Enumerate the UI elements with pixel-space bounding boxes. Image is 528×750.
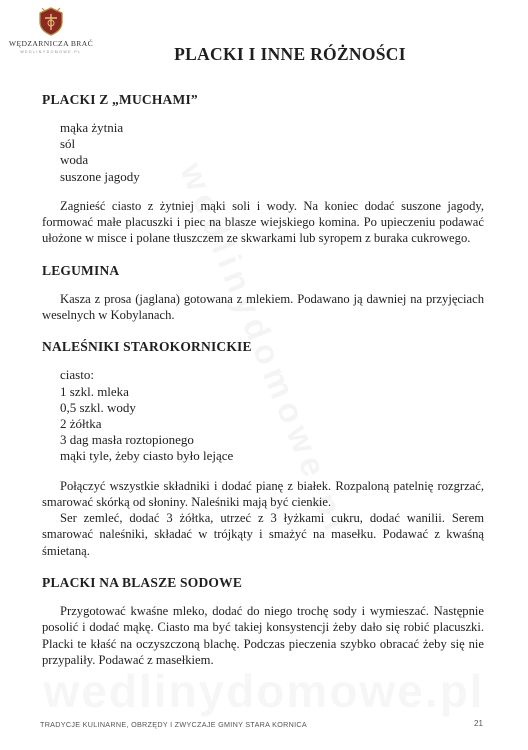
ingredient-item: suszone jagody — [60, 168, 140, 184]
recipe-legumina — [42, 262, 484, 324]
logo-brand-text: WĘDZARNICZA BRAĆ — [8, 39, 94, 48]
ingredient-item: 0,5 szkl. wody — [60, 399, 136, 415]
recipe-instructions: Ser zemleć, dodać 3 żółtka, utrzeć z 3 łyżkami cukru, dodać wanilii. Serem smarować naleśniki, składać w trójkąty i smażyć na masełku. Podawać z kwaśną śmietaną. — [42, 511, 484, 558]
footer-book-title: TRADYCJE KULINARNE, OBRZĘDY I ZWYCZAJE GMINY STARA KORNICA — [40, 720, 308, 729]
recipe-instructions: Przygotować kwaśne mleko, dodać do niego trochę sody i wymieszać. Następnie posolić i dodać mąkę. Ciasto ma być takiej konsystencji żeby dało się robić placuszki. Placki te kłaść na oczyszczoną blachę. Podczas pieczenia szybko obracać żeby się nie przypaliły. Podawać z masełkiem. — [42, 604, 484, 667]
recipe-instructions: Kasza z prosa (jaglana) gotowana z mlekiem. Podawano ją dawniej na przyjęciach weselnych w Kobylanach. — [42, 291, 484, 322]
ingredient-item: ciasto: — [60, 367, 94, 383]
recipe-placki-z-muchami — [42, 91, 484, 247]
recipe-placki-na-blasze-sodowe — [42, 574, 484, 668]
ingredient-item: 2 żółtka — [60, 415, 102, 431]
page-number: 21 — [474, 719, 483, 728]
recipe-title: PLACKI Z „MUCHAMI” — [42, 92, 198, 107]
recipe-title: LEGUMINA — [42, 262, 120, 278]
ingredient-item: 3 dag masła roztopionego — [60, 432, 194, 448]
recipe-instructions: Połączyć wszystkie składniki i dodać pianę z białek. Rozpaloną patelnię rozgrzać, smarować skórką od słoniny. Naleśniki mają być cienkie. — [42, 478, 484, 509]
recipes-content — [42, 91, 484, 683]
recipe-title: PLACKI NA BLASZE SODOWE — [42, 575, 243, 590]
ingredient-item: mąka żytnia — [60, 120, 124, 135]
recipe-nalesniki-starokornickie — [42, 338, 484, 559]
page-title: PLACKI I INNE RÓŻNOŚCI — [174, 44, 406, 64]
recipe-instructions: Zagnieść ciasto z żytniej mąki soli i wody. Na koniec dodać suszone jagody, formować małe placuszki i piec na blasze wiejskiego komina. Po upieczeniu podawać ułożone w misce i polane tłuszczem ze skwarkami lub syropem z buraka cukrowego. — [42, 198, 484, 246]
logo-url-text: WEDLINYDOMOWE.PL — [20, 50, 82, 54]
crest-icon — [37, 6, 65, 36]
recipe-title: NALEŚNIKI STAROKORNICKIE — [42, 339, 252, 355]
brand-logo[interactable] — [8, 6, 94, 54]
ingredient-list — [42, 120, 484, 185]
ingredient-item: sól — [60, 136, 76, 152]
ingredient-item: 1 szkl. mleka — [60, 383, 129, 399]
ingredient-item: woda — [60, 152, 89, 168]
ingredient-item: mąki tyle, żeby ciasto było lejące — [60, 448, 234, 464]
ingredient-list — [42, 367, 484, 464]
